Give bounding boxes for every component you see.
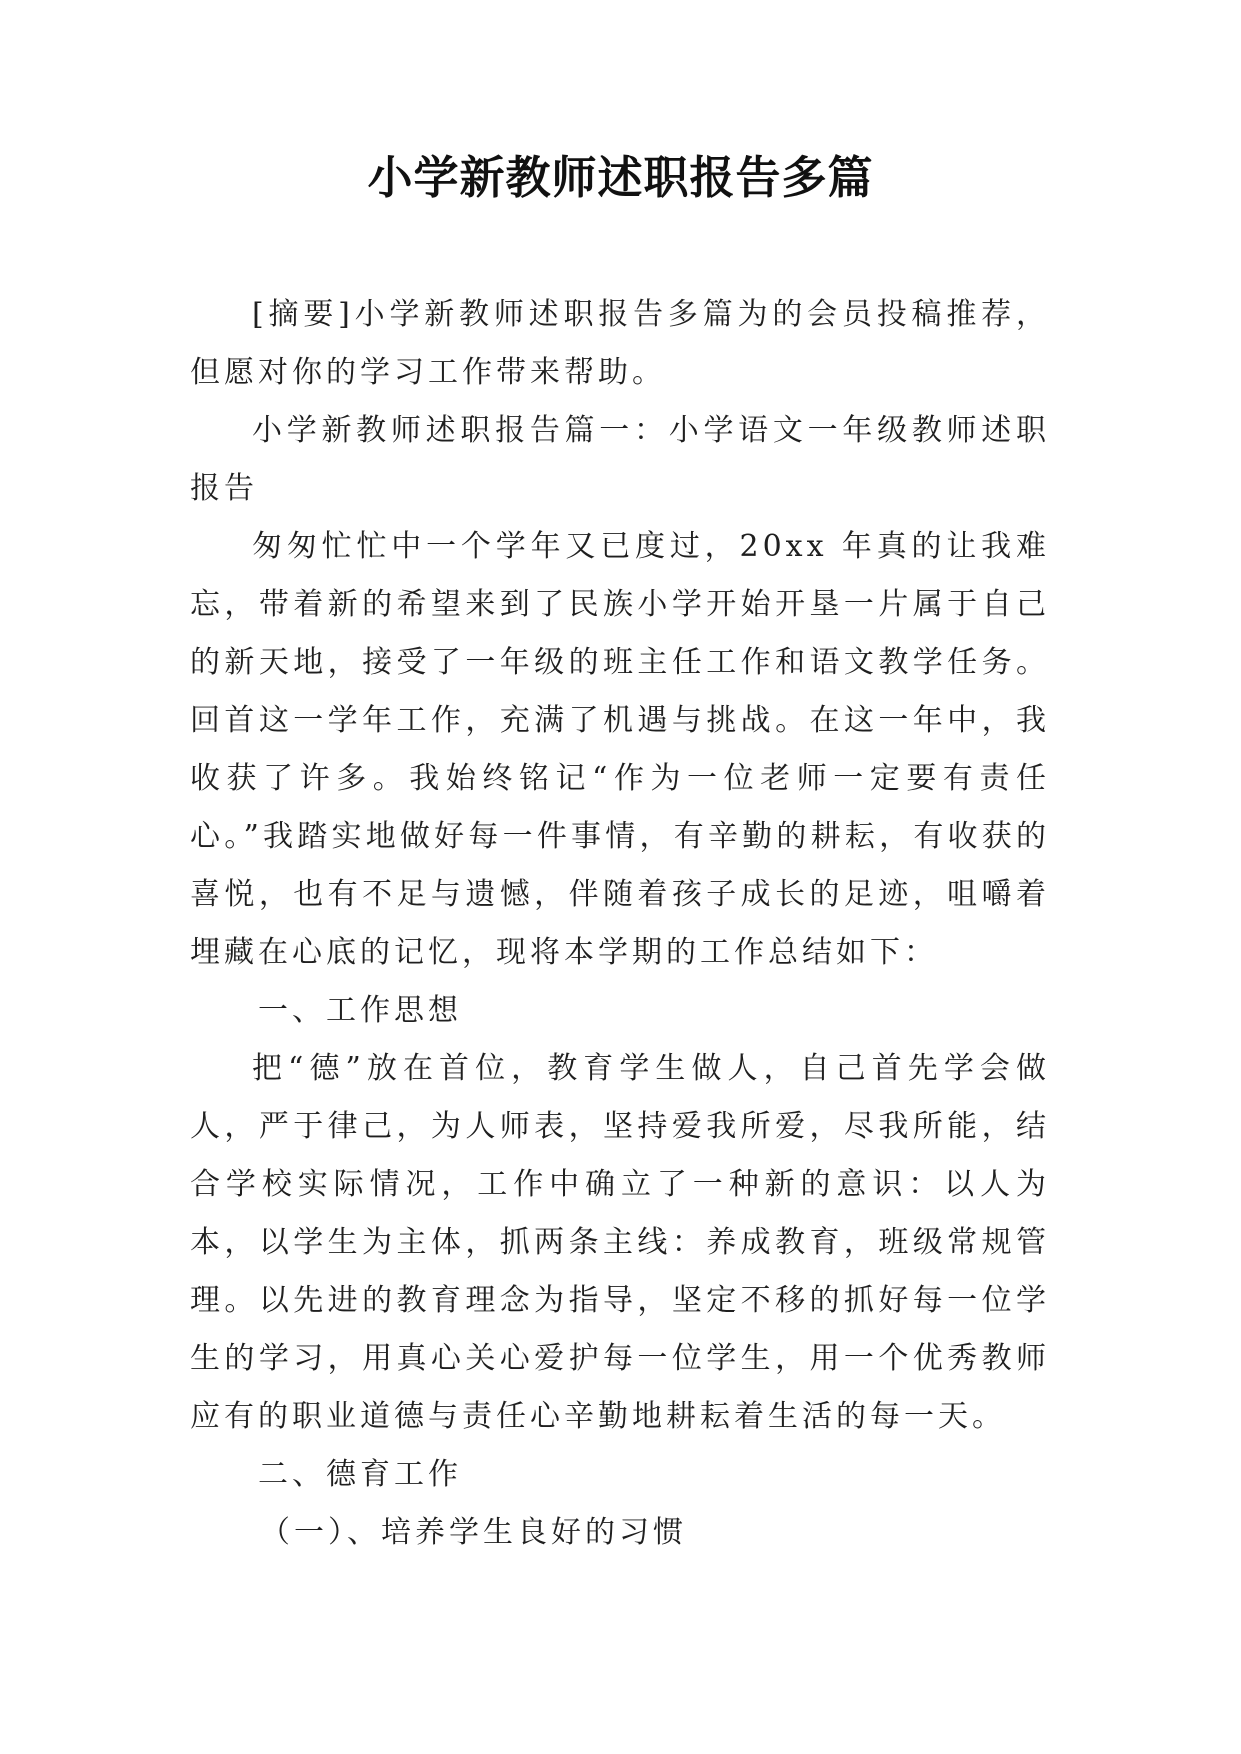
- body-paragraph: 把“德”放在首位，教育学生做人，自己首先学会做人，严于律己，为人师表，坚持爱我所爱，尽我所能，结合学校实际情况，工作中确立了一种新的意识：以人为本，以学生为主体，抓两条主线：养成教育，班级常规管理。以先进的教育理念为指导，坚定不移的抓好每一位学生的学习，用真心关心爱护每一位学生，用一个优秀教师应有的职业道德与责任心辛勤地耕耘着生活的每一天。: [190, 1051, 1050, 1434]
- section-heading-moral-education: 二、德育工作: [258, 1457, 462, 1492]
- document-body: [190, 286, 1050, 1562]
- document-title: 小学新教师述职报告多篇: [367, 151, 874, 204]
- abstract-paragraph: [摘要]小学新教师述职报告多篇为的会员投稿推荐，但愿对你的学习工作带来帮助。: [190, 297, 1050, 390]
- section-heading-work-thoughts: 一、工作思想: [258, 993, 462, 1028]
- section-heading-part-one: 小学新教师述职报告篇一：小学语文一年级教师述职报告: [190, 413, 1050, 506]
- subsection-heading-good-habits: （一）、培养学生良好的习惯: [260, 1515, 687, 1550]
- body-paragraph: 匆匆忙忙中一个学年又已度过，20xx 年真的让我难忘，带着新的希望来到了民族小学开始开垦一片属于自己的新天地，接受了一年级的班主任工作和语文教学任务。回首这一学年工作，充满了机遇与挑战。在这一年中，我收获了许多。我始终铭记“作为一位老师一定要有责任心。”我踏实地做好每一件事情，有辛勤的耕耘，有收获的喜悦，也有不足与遗憾，伴随着孩子成长的足迹，咀嚼着埋藏在心底的记忆，现将本学期的工作总结如下：: [190, 529, 1050, 970]
